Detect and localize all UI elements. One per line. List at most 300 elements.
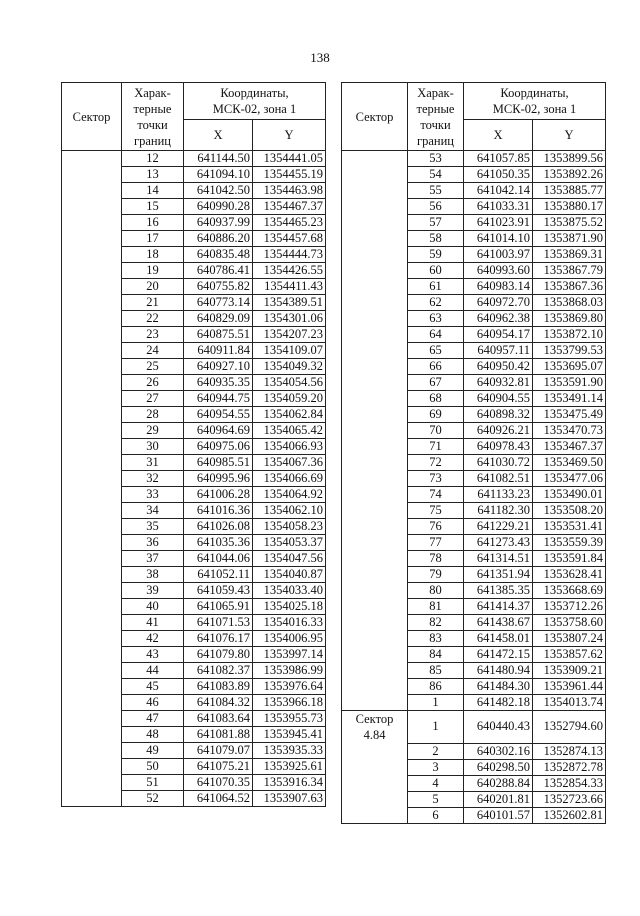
y-coordinate-cell: 1353892.26 (533, 167, 606, 183)
header-x: X (184, 120, 253, 151)
y-coordinate-cell: 1352872.78 (533, 759, 606, 775)
y-coordinate-cell: 1354025.18 (253, 599, 326, 615)
y-coordinate-cell: 1352602.81 (533, 807, 606, 823)
sector-cell (342, 631, 408, 647)
header-x: X (464, 120, 533, 151)
table-row (62, 247, 326, 263)
y-coordinate-cell: 1354457.68 (253, 231, 326, 247)
table-row (342, 631, 606, 647)
sector-cell (342, 199, 408, 215)
table-row (62, 391, 326, 407)
point-cell: 53 (408, 151, 464, 167)
sector-cell (342, 439, 408, 455)
point-cell: 4 (408, 775, 464, 791)
table-row (342, 807, 606, 823)
y-coordinate-cell: 1354062.84 (253, 407, 326, 423)
x-coordinate-cell: 641030.72 (464, 455, 533, 471)
x-coordinate-cell: 640835.48 (184, 247, 253, 263)
x-coordinate-cell: 640993.60 (464, 263, 533, 279)
point-cell: 84 (408, 647, 464, 663)
point-cell: 45 (122, 679, 184, 695)
sector-cell (62, 615, 122, 631)
x-coordinate-cell: 641083.89 (184, 679, 253, 695)
sector-cell (342, 375, 408, 391)
y-coordinate-cell: 1353668.69 (533, 583, 606, 599)
y-coordinate-cell: 1353997.14 (253, 647, 326, 663)
x-coordinate-cell: 641182.30 (464, 503, 533, 519)
header-points: Харак- терные точки границ (408, 83, 464, 151)
x-coordinate-cell: 640985.51 (184, 455, 253, 471)
sector-cell (342, 663, 408, 679)
sector-cell (342, 359, 408, 375)
sector-cell (62, 167, 122, 183)
sector-cell (62, 695, 122, 711)
sector-cell (62, 711, 122, 727)
point-cell: 71 (408, 439, 464, 455)
x-coordinate-cell: 641480.94 (464, 663, 533, 679)
table-row (342, 471, 606, 487)
point-cell: 72 (408, 455, 464, 471)
sector-cell (62, 567, 122, 583)
x-coordinate-cell: 640101.57 (464, 807, 533, 823)
point-cell: 59 (408, 247, 464, 263)
point-cell: 38 (122, 567, 184, 583)
y-coordinate-cell: 1353490.01 (533, 487, 606, 503)
table-row (62, 407, 326, 423)
table-row (342, 775, 606, 791)
table-row (62, 455, 326, 471)
y-coordinate-cell: 1353945.41 (253, 727, 326, 743)
x-coordinate-cell: 640288.84 (464, 775, 533, 791)
sector-cell (62, 647, 122, 663)
x-coordinate-cell: 641472.15 (464, 647, 533, 663)
point-cell: 33 (122, 487, 184, 503)
y-coordinate-cell: 1353758.60 (533, 615, 606, 631)
table-row (342, 263, 606, 279)
table-row (62, 631, 326, 647)
y-coordinate-cell: 1354455.19 (253, 167, 326, 183)
y-coordinate-cell: 1354053.37 (253, 535, 326, 551)
y-coordinate-cell: 1353857.62 (533, 647, 606, 663)
sector-cell (62, 535, 122, 551)
y-coordinate-cell: 1353591.90 (533, 375, 606, 391)
y-coordinate-cell: 1354066.93 (253, 439, 326, 455)
point-cell: 6 (408, 807, 464, 823)
x-coordinate-cell: 641094.10 (184, 167, 253, 183)
sector-cell (342, 551, 408, 567)
table-row (342, 615, 606, 631)
left-table-body (62, 151, 326, 807)
point-cell: 26 (122, 375, 184, 391)
sector-cell (342, 519, 408, 535)
point-cell: 62 (408, 295, 464, 311)
point-cell: 76 (408, 519, 464, 535)
y-coordinate-cell: 1353966.18 (253, 695, 326, 711)
point-cell: 75 (408, 503, 464, 519)
x-coordinate-cell: 641133.23 (464, 487, 533, 503)
x-coordinate-cell: 641484.30 (464, 679, 533, 695)
y-coordinate-cell: 1353961.44 (533, 679, 606, 695)
x-coordinate-cell: 641229.21 (464, 519, 533, 535)
point-cell: 80 (408, 583, 464, 599)
table-row (342, 327, 606, 343)
sector-cell (342, 503, 408, 519)
x-coordinate-cell: 641006.28 (184, 487, 253, 503)
sector-cell (342, 487, 408, 503)
x-coordinate-cell: 641016.36 (184, 503, 253, 519)
sector-cell (62, 151, 122, 167)
sector-cell (62, 423, 122, 439)
x-coordinate-cell: 641482.18 (464, 695, 533, 711)
table-row (62, 743, 326, 759)
y-coordinate-cell: 1353712.26 (533, 599, 606, 615)
table-row (342, 247, 606, 263)
y-coordinate-cell: 1353869.31 (533, 247, 606, 263)
point-cell: 13 (122, 167, 184, 183)
point-cell: 24 (122, 343, 184, 359)
sector-cell (342, 759, 408, 775)
x-coordinate-cell: 640926.21 (464, 423, 533, 439)
x-coordinate-cell: 640995.96 (184, 471, 253, 487)
table-row (62, 535, 326, 551)
table-row (342, 583, 606, 599)
point-cell: 40 (122, 599, 184, 615)
y-coordinate-cell: 1354049.32 (253, 359, 326, 375)
table-row (342, 391, 606, 407)
sector-cell (62, 551, 122, 567)
table-row (62, 199, 326, 215)
x-coordinate-cell: 641003.97 (464, 247, 533, 263)
table-row (62, 503, 326, 519)
sector-cell (62, 663, 122, 679)
point-cell: 22 (122, 311, 184, 327)
header-y: Y (253, 120, 326, 151)
table-row (342, 711, 606, 744)
y-coordinate-cell: 1353491.14 (533, 391, 606, 407)
table-row (342, 231, 606, 247)
x-coordinate-cell: 641026.08 (184, 519, 253, 535)
sector-cell (62, 679, 122, 695)
x-coordinate-cell: 641314.51 (464, 551, 533, 567)
y-coordinate-cell: 1353867.79 (533, 263, 606, 279)
table-row (342, 567, 606, 583)
y-coordinate-cell: 1353531.41 (533, 519, 606, 535)
point-cell: 51 (122, 775, 184, 791)
x-coordinate-cell: 641082.51 (464, 471, 533, 487)
sector-cell (342, 695, 408, 711)
table-row (62, 375, 326, 391)
x-coordinate-cell: 640904.55 (464, 391, 533, 407)
sector-cell (342, 743, 408, 759)
table-row (62, 583, 326, 599)
y-coordinate-cell: 1354467.37 (253, 199, 326, 215)
y-coordinate-cell: 1352874.13 (533, 743, 606, 759)
x-coordinate-cell: 640990.28 (184, 199, 253, 215)
point-cell: 66 (408, 359, 464, 375)
point-cell: 29 (122, 423, 184, 439)
table-row (62, 439, 326, 455)
table-row (62, 295, 326, 311)
y-coordinate-cell: 1354064.92 (253, 487, 326, 503)
point-cell: 65 (408, 343, 464, 359)
y-coordinate-cell: 1353508.20 (533, 503, 606, 519)
sector-cell (62, 263, 122, 279)
sector-cell (342, 151, 408, 167)
sector-cell (62, 791, 122, 807)
y-coordinate-cell: 1354013.74 (533, 695, 606, 711)
x-coordinate-cell: 640302.16 (464, 743, 533, 759)
table-row (62, 695, 326, 711)
point-cell: 79 (408, 567, 464, 583)
point-cell: 3 (408, 759, 464, 775)
table-row (62, 487, 326, 503)
table-row (342, 503, 606, 519)
point-cell: 1 (408, 711, 464, 744)
y-coordinate-cell: 1354066.69 (253, 471, 326, 487)
y-coordinate-cell: 1353807.24 (533, 631, 606, 647)
point-cell: 34 (122, 503, 184, 519)
x-coordinate-cell: 641079.80 (184, 647, 253, 663)
x-coordinate-cell: 640950.42 (464, 359, 533, 375)
table-row (342, 199, 606, 215)
table-row (342, 743, 606, 759)
table-row (342, 439, 606, 455)
table-row (62, 775, 326, 791)
table-row (342, 663, 606, 679)
table-row (342, 407, 606, 423)
table-row (62, 183, 326, 199)
y-coordinate-cell: 1353869.80 (533, 311, 606, 327)
y-coordinate-cell: 1353467.37 (533, 439, 606, 455)
x-coordinate-cell: 640440.43 (464, 711, 533, 744)
y-coordinate-cell: 1353867.36 (533, 279, 606, 295)
header-y: Y (533, 120, 606, 151)
sector-cell (342, 455, 408, 471)
y-coordinate-cell: 1354465.23 (253, 215, 326, 231)
header-coords: Координаты, МСК-02, зона 1 (184, 83, 326, 120)
sector-cell (342, 679, 408, 695)
sector-cell (342, 263, 408, 279)
table-row (342, 679, 606, 695)
x-coordinate-cell: 641035.36 (184, 535, 253, 551)
table-row (342, 519, 606, 535)
table-row (62, 231, 326, 247)
y-coordinate-cell: 1353986.99 (253, 663, 326, 679)
sector-cell (342, 647, 408, 663)
table-row (62, 727, 326, 743)
point-cell: 63 (408, 311, 464, 327)
point-cell: 70 (408, 423, 464, 439)
point-cell: 36 (122, 535, 184, 551)
point-cell: 64 (408, 327, 464, 343)
table-row (62, 551, 326, 567)
x-coordinate-cell: 641014.10 (464, 231, 533, 247)
table-row (342, 695, 606, 711)
table-row (62, 279, 326, 295)
point-cell: 1 (408, 695, 464, 711)
y-coordinate-cell: 1353907.63 (253, 791, 326, 807)
point-cell: 43 (122, 647, 184, 663)
y-coordinate-cell: 1353695.07 (533, 359, 606, 375)
point-cell: 27 (122, 391, 184, 407)
sector-cell (62, 519, 122, 535)
header-sector: Сектор (62, 83, 122, 151)
y-coordinate-cell: 1353885.77 (533, 183, 606, 199)
table-row (342, 295, 606, 311)
sector-cell (342, 215, 408, 231)
x-coordinate-cell: 641079.07 (184, 743, 253, 759)
y-coordinate-cell: 1354067.36 (253, 455, 326, 471)
sector-cell (342, 343, 408, 359)
x-coordinate-cell: 640898.32 (464, 407, 533, 423)
sector-cell (62, 231, 122, 247)
point-cell: 2 (408, 743, 464, 759)
table-row (342, 343, 606, 359)
point-cell: 48 (122, 727, 184, 743)
point-cell: 30 (122, 439, 184, 455)
x-coordinate-cell: 640298.50 (464, 759, 533, 775)
table-row (342, 791, 606, 807)
point-cell: 69 (408, 407, 464, 423)
y-coordinate-cell: 1353591.84 (533, 551, 606, 567)
point-cell: 19 (122, 263, 184, 279)
point-cell: 55 (408, 183, 464, 199)
y-coordinate-cell: 1353799.53 (533, 343, 606, 359)
y-coordinate-cell: 1353935.33 (253, 743, 326, 759)
sector-cell (62, 471, 122, 487)
table-row (342, 455, 606, 471)
table-row (342, 167, 606, 183)
y-coordinate-cell: 1354016.33 (253, 615, 326, 631)
x-coordinate-cell: 641065.91 (184, 599, 253, 615)
table-row (62, 327, 326, 343)
x-coordinate-cell: 641042.50 (184, 183, 253, 199)
sector-cell (62, 215, 122, 231)
x-coordinate-cell: 640978.43 (464, 439, 533, 455)
sector-cell (342, 535, 408, 551)
x-coordinate-cell: 641071.53 (184, 615, 253, 631)
x-coordinate-cell: 641385.35 (464, 583, 533, 599)
table-row (342, 183, 606, 199)
x-coordinate-cell: 640937.99 (184, 215, 253, 231)
table-row (62, 519, 326, 535)
y-coordinate-cell: 1354301.06 (253, 311, 326, 327)
point-cell: 28 (122, 407, 184, 423)
table-row (62, 343, 326, 359)
sector-cell (62, 503, 122, 519)
point-cell: 25 (122, 359, 184, 375)
point-cell: 37 (122, 551, 184, 567)
point-cell: 15 (122, 199, 184, 215)
y-coordinate-cell: 1353955.73 (253, 711, 326, 727)
table-row (342, 759, 606, 775)
sector-cell (62, 439, 122, 455)
x-coordinate-cell: 641144.50 (184, 151, 253, 167)
point-cell: 57 (408, 215, 464, 231)
sector-cell (342, 567, 408, 583)
table-row (342, 311, 606, 327)
y-coordinate-cell: 1354444.73 (253, 247, 326, 263)
sector-cell (62, 743, 122, 759)
x-coordinate-cell: 640773.14 (184, 295, 253, 311)
header-sector: Сектор (342, 83, 408, 151)
y-coordinate-cell: 1354389.51 (253, 295, 326, 311)
page-number: 138 (310, 50, 330, 65)
sector-cell (342, 583, 408, 599)
sector-cell (342, 807, 408, 823)
point-cell: 67 (408, 375, 464, 391)
x-coordinate-cell: 641076.17 (184, 631, 253, 647)
y-coordinate-cell: 1353916.34 (253, 775, 326, 791)
point-cell: 23 (122, 327, 184, 343)
y-coordinate-cell: 1353559.39 (533, 535, 606, 551)
x-coordinate-cell: 640954.55 (184, 407, 253, 423)
sector-cell (342, 231, 408, 247)
y-coordinate-cell: 1353477.06 (533, 471, 606, 487)
point-cell: 35 (122, 519, 184, 535)
y-coordinate-cell: 1353880.17 (533, 199, 606, 215)
y-coordinate-cell: 1354441.05 (253, 151, 326, 167)
point-cell: 49 (122, 743, 184, 759)
point-cell: 60 (408, 263, 464, 279)
y-coordinate-cell: 1353909.21 (533, 663, 606, 679)
table-row (62, 167, 326, 183)
point-cell: 18 (122, 247, 184, 263)
point-cell: 61 (408, 279, 464, 295)
point-cell: 86 (408, 679, 464, 695)
y-coordinate-cell: 1353470.73 (533, 423, 606, 439)
point-cell: 46 (122, 695, 184, 711)
table-row (342, 375, 606, 391)
y-coordinate-cell: 1353899.56 (533, 151, 606, 167)
coordinates-table-left (61, 82, 326, 807)
table-row (342, 599, 606, 615)
y-coordinate-cell: 1352723.66 (533, 791, 606, 807)
x-coordinate-cell: 641351.94 (464, 567, 533, 583)
table-row (62, 647, 326, 663)
y-coordinate-cell: 1353875.52 (533, 215, 606, 231)
point-cell: 14 (122, 183, 184, 199)
table-row (62, 599, 326, 615)
sector-cell (62, 455, 122, 471)
y-coordinate-cell: 1353872.10 (533, 327, 606, 343)
x-coordinate-cell: 641059.43 (184, 583, 253, 599)
x-coordinate-cell: 640954.17 (464, 327, 533, 343)
point-cell: 77 (408, 535, 464, 551)
table-row (62, 263, 326, 279)
point-cell: 47 (122, 711, 184, 727)
table-row (62, 663, 326, 679)
y-coordinate-cell: 1353925.61 (253, 759, 326, 775)
table-row (342, 279, 606, 295)
point-cell: 56 (408, 199, 464, 215)
point-cell: 39 (122, 583, 184, 599)
y-coordinate-cell: 1354207.23 (253, 327, 326, 343)
x-coordinate-cell: 640972.70 (464, 295, 533, 311)
x-coordinate-cell: 641023.91 (464, 215, 533, 231)
x-coordinate-cell: 641050.35 (464, 167, 533, 183)
sector-cell (62, 279, 122, 295)
x-coordinate-cell: 640935.35 (184, 375, 253, 391)
sector-cell (342, 407, 408, 423)
header-coords: Координаты, МСК-02, зона 1 (464, 83, 606, 120)
x-coordinate-cell: 640944.75 (184, 391, 253, 407)
y-coordinate-cell: 1352854.33 (533, 775, 606, 791)
x-coordinate-cell: 641082.37 (184, 663, 253, 679)
x-coordinate-cell: 640829.09 (184, 311, 253, 327)
x-coordinate-cell: 641070.35 (184, 775, 253, 791)
x-coordinate-cell: 641438.67 (464, 615, 533, 631)
